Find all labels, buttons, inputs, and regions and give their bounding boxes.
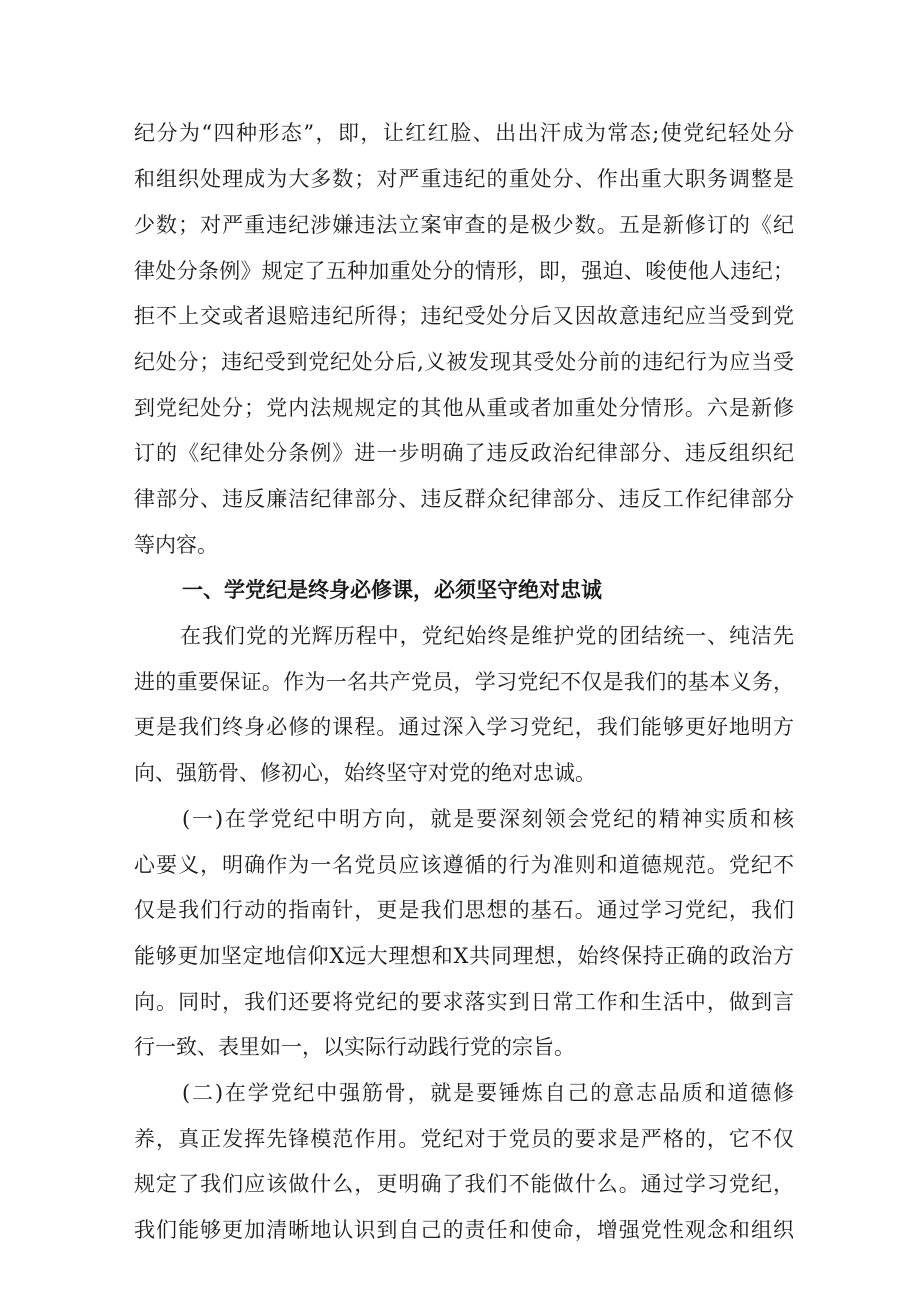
paragraph-line: 和组织处理成为大多数；对严重违纪的重处分、作出重大职务调整是 (134, 167, 794, 191)
paragraph-line: 我们能够更加清晰地认识到自己的责任和使命，增强党性观念和组织 (134, 1218, 794, 1242)
paragraph-line: 律处分条例》规定了五种加重处分的情形，即，强迫、唆使他人违纪； (134, 259, 794, 283)
paragraph-line: 拒不上交或者退赔违纪所得；违纪受处分后又因故意违纪应当受到党 (134, 304, 794, 328)
paragraph-line: 等内容。 (134, 533, 218, 557)
paragraph-line: 在我们党的光辉历程中，党纪始终是维护党的团结统一、纯洁先 (180, 624, 794, 648)
paragraph-line: (一)在学党纪中明方向，就是要深刻领会党纪的精神实质和核 (182, 807, 794, 831)
paragraph-line: 订的《纪律处分条例》进一步明确了违反政治纪律部分、违反组织纪 (134, 441, 794, 465)
paragraph-line: 规定了我们应该做什么，更明确了我们不能做什么。通过学习党纪， (134, 1172, 794, 1196)
paragraph-line: 少数；对严重违纪涉嫌违法立案审查的是极少数。五是新修订的《纪 (134, 213, 794, 237)
paragraph-line: 向、强筋骨、修初心，始终坚守对党的绝对忠诚。 (134, 761, 596, 785)
paragraph-line: 纪分为“四种形态”，即，让红红脸、出出汗成为常态;使党纪轻处分 (134, 121, 794, 145)
paragraph-line: 纪处分；违纪受到党纪处分后,义被发现其受处分前的违纪行为应当受 (134, 350, 794, 374)
section-heading: 一、学党纪是终身必修课，必须坚守绝对忠诚 (182, 577, 602, 602)
paragraph-line: 仅是我们行动的指南针，更是我们思想的基石。通过学习党纪，我们 (134, 898, 794, 922)
paragraph-line: (二)在学党纪中强筋骨，就是要锤炼自己的意志品质和道德修 (182, 1081, 794, 1105)
paragraph-line: 心要义，明确作为一名党员应该遵循的行为准则和道德规范。党纪不 (134, 853, 794, 877)
paragraph-line: 更是我们终身必修的课程。通过深入学习党纪，我们能够更好地明方 (134, 715, 794, 739)
paragraph-line: 律部分、违反廉洁纪律部分、违反群众纪律部分、违反工作纪律部分 (134, 487, 794, 511)
paragraph-line: 到党纪处分；党内法规规定的其他从重或者加重处分情形。六是新修 (134, 396, 794, 420)
paragraph-line: 进的重要保证。作为一名共产党员，学习党纪不仅是我们的基本义务， (134, 670, 794, 694)
paragraph-line: 向。同时，我们还要将党纪的要求落实到日常工作和生活中，做到言 (134, 990, 794, 1014)
paragraph-line: 能够更加坚定地信仰X远大理想和X共同理想，始终保持正确的政治方 (134, 944, 794, 968)
paragraph-line: 行一致、表里如一，以实际行动践行党的宗旨。 (134, 1035, 575, 1059)
paragraph-line: 养，真正发挥先锋模范作用。党纪对于党员的要求是严格的，它不仅 (134, 1127, 794, 1151)
